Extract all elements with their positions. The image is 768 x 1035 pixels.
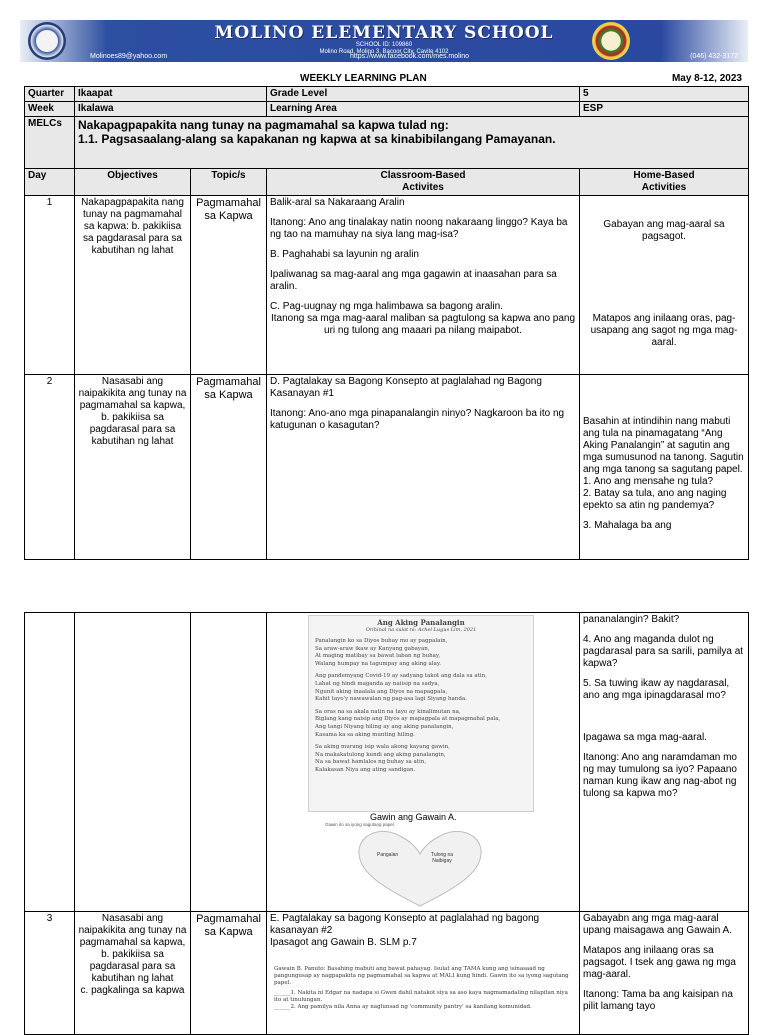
col-classroom: Classroom-Based Activites (267, 169, 580, 196)
row-home (580, 375, 749, 560)
melcs-label: MELCs (25, 117, 75, 172)
home-text: Ipagawa sa mga mag-aaral. (583, 732, 707, 743)
row-topic: Pagmamahal sa Kapwa (191, 196, 267, 375)
row-topic: Pagmamahal sa Kapwa (191, 912, 267, 1035)
quarter-value: Ikaapat (75, 87, 267, 102)
classroom-text: Ipaliwanag sa mag-aaral ang mga gagawin at inaasahan para sa aralin. (270, 269, 557, 292)
week-value: Ikalawa (75, 102, 267, 117)
home-text: 1. Ano ang mensahe ng tula? (583, 476, 714, 487)
poem-title: Ang Aking Panalangin (377, 618, 465, 627)
home-text: Gabayabn ang mga mag-aaral upang maisagawa ang Gawain A. (583, 913, 732, 936)
poem-image (308, 615, 534, 812)
school-phone: (046) 432-3172 (690, 53, 738, 60)
col-day: Day (25, 169, 75, 196)
home-text: Itanong: Ano ang naramdaman mo ng may tumulong sa iyo? Papaano naman kung ikaw ang nag-abot ng tulong sa kapwa mo? (583, 752, 737, 799)
poem-stanza: Panalangin ko sa Diyos buhay mo ay pagpalain, Sa araw-araw ikaw ay Kanyang gabayan, At maging matibay sa bawat laban ng buhay, Walang humpay na tagumpay ang aking alay. (315, 638, 448, 667)
row-topic: Pagmamahal sa Kapwa (191, 375, 267, 560)
area-value: ESP (580, 102, 749, 117)
home-text: Gabayan ang mag-aaral sa pagsagot. (603, 219, 725, 242)
home-text: pananalangin? Bakit? (583, 614, 680, 625)
home-text: Matapos ang inilaang oras, pag-usapang ang sagot ng mga mag-aaral. (590, 313, 738, 348)
gawain-a-note: Gawin ito sa iyong sagutang papel. (325, 822, 396, 827)
row-day (25, 613, 75, 912)
school-id: SCHOOL ID: 109860 (355, 42, 413, 48)
home-text: 4. Ano ang maganda dulot ng pagdarasal para sa sarili, pamilya at kapwa? (583, 634, 744, 669)
heart-icon (355, 828, 485, 908)
classroom-text: Itanong: Ano-ano mga pinapanalangin ninyo? Nagkaroon ba ito ng katugunan o kasagutan? (270, 408, 565, 431)
row-home (580, 613, 749, 912)
plan-title: WEEKLY LEARNING PLAN (300, 73, 427, 84)
heart-label-right: Tulong na Naibigay (430, 852, 454, 864)
classroom-text: C. Pag-uugnay ng mga halimbawa sa bagong aralin. (270, 301, 503, 312)
poem-stanza: Sa oras na sa akala natin na tayo ay kinalimutan na, Biglang kang naisip ang Diyos ay mapagpala at mapagmahal pala, Ang tangi Niyang hiling ay ang aking panalangin, Kasama ka sa aking munting hiling. (315, 708, 501, 738)
gawain-b-image (274, 966, 570, 1011)
school-name: MOLINO ELEMENTARY SCHOOL (214, 23, 554, 43)
home-text: 2. Batay sa tula, ano ang naging epekto sa atin ng pandemya? (583, 488, 727, 511)
col-topic: Topic/s (191, 169, 267, 196)
classroom-text: Itanong: Ano ang tinalakay natin noong nakaraang linggo? Kaya ba ng tao na mamuhay na siya lang mag-isa? (270, 217, 568, 240)
row-home (580, 912, 749, 1035)
heart-label-left: Pangalan (377, 852, 399, 858)
gawain-a-title: Gawin ang Gawain A. (370, 812, 457, 822)
col-objectives: Objectives (75, 169, 191, 196)
home-text: Matapos ang inilaang oras sa pagsagot. I tsek ang gawa ng mga mag-aaral. (583, 945, 736, 980)
classroom-text: Balik-aral sa Nakaraang Aralin (270, 197, 405, 208)
table-row (25, 196, 749, 375)
gawain-b-item: ______1. Nakita ni Edgar na nadapa si Gwen dahil natakot siya sa aso kaya nagmamadaling nilapitan niya ito at tinulungan. (274, 990, 568, 1003)
row-day: 3 (25, 912, 75, 1035)
poem-stanza: Ang pandemyang Covid-19 ay sadyang takot ang dala sa atin, Lahat ng hindi maganda ay naiisip na sadya, Ngunit aking inaalala ang Diyos na mapagpala, Kahit tayo'y nawawalan ng pag-asa lagi Siyang handa. (315, 673, 487, 703)
poem-stanza: Sa aking murang isip wala akong kayang gawin, Na makakatulong kundi ang aking panalangin, Na sa bawat hamlalos ng buhay sa atin, Kalakasan Niya ang ating sandigan. (315, 744, 450, 773)
info-table (24, 86, 749, 172)
row-classroom (267, 375, 580, 560)
row-objectives: Nasasabi ang naipakikita ang tunay na pagmamahal sa kapwa, b. pakikiisa sa pagdarasal para sa kabutihan ng lahat (75, 375, 191, 560)
row-objectives (75, 613, 191, 912)
classroom-text: Itanong sa mga mag-aaral maliban sa pagtulong sa kapwa ano pang uri ng tulong ang maaari pa nilang maipabot. (270, 313, 576, 336)
heart-diagram (355, 828, 485, 908)
col-home: Home-Based Activities (580, 169, 749, 196)
home-text: 5. Sa tuwing ikaw ay nagdarasal, ano ang mga ipinagdarasal mo? (583, 678, 730, 701)
plan-date: May 8-12, 2023 (671, 73, 742, 84)
gawain-b-instructions: Gawain B. Panuto: Basahing mabuti ang bawat pahayag. Isulat ang TAMA kung ang isinasaad ng pangungusap ay nagpapakita ng pagmamahal sa kapwa at MALI kung hindi. Gawin ito sa iyong sagutang papel. (274, 966, 569, 986)
row-topic (191, 613, 267, 912)
school-address: Molino Road, Molino 3, Bacoor City, Cavite 4102 (319, 49, 449, 55)
row-objectives: Nakapagpapakita nang tunay na pagmamahal sa kapwa: b. pakikiisa sa pagdarasal para sa kabutihan ng lahat (75, 196, 191, 375)
school-facebook: https://www.facebook.com/mes.molino (350, 53, 470, 60)
row-classroom (267, 196, 580, 375)
grade-value: 5 (580, 87, 749, 102)
classroom-text: Ipasagot ang Gawain B. SLM p.7 (270, 937, 417, 948)
area-label: Learning Area (267, 102, 580, 117)
row-objectives: Nasasabi ang naipakikita ang tunay na pagmamahal sa kapwa, b. pakikiisa sa pagdarasal para sa kabutihan ng lahat c. pagkalinga sa kapwa (75, 912, 191, 1035)
home-text: Itanong: Tama ba ang kaisipan na pilit lamang tayo (583, 989, 733, 1012)
week-label: Week (25, 102, 75, 117)
activities-table (24, 168, 749, 560)
row-home (580, 196, 749, 375)
grade-label: Grade Level (267, 87, 580, 102)
classroom-text: B. Paghahabi sa layunin ng aralin (270, 249, 419, 260)
melcs-text: Nakapagpapakita nang tunay na pagmamahal sa kapwa tulad ng: 1.1. Pagsasaalang-alang sa kapakanan ng kapwa at sa kinabibilangang Pamayanan. (75, 117, 749, 172)
classroom-text: E. Pagtalakay sa bagong Konsepto at paglalahad ng bagong kasanayan #2 (270, 913, 540, 936)
poem-author: Orihinal na sulat ni: Achel Lugus Lim, 2021 (365, 627, 477, 633)
classroom-text: D. Pagtalakay sa Bagong Konsepto at paglalahad ng Bagong Kasanayan #1 (270, 376, 542, 399)
gawain-b-item: ______2. Ang pamilya nila Anna ay naglunsad ng 'community pantry' sa kanilang komunidad. (274, 1004, 532, 1010)
row-day: 1 (25, 196, 75, 375)
home-text: 3. Mahalaga ba ang (583, 520, 672, 531)
school-email: Molinoes89@yahoo.com (90, 53, 168, 60)
row-day: 2 (25, 375, 75, 560)
school-banner (20, 20, 748, 62)
home-text: Basahin at intindihin nang mabuti ang tula na pinamagatang “Ang Aking Panalangin” at sagutin ang mga sumusunod na tanong. Sagutin ang mga tanong sa sagutang papel. (583, 416, 744, 475)
table-row (25, 375, 749, 560)
quarter-label: Quarter (25, 87, 75, 102)
